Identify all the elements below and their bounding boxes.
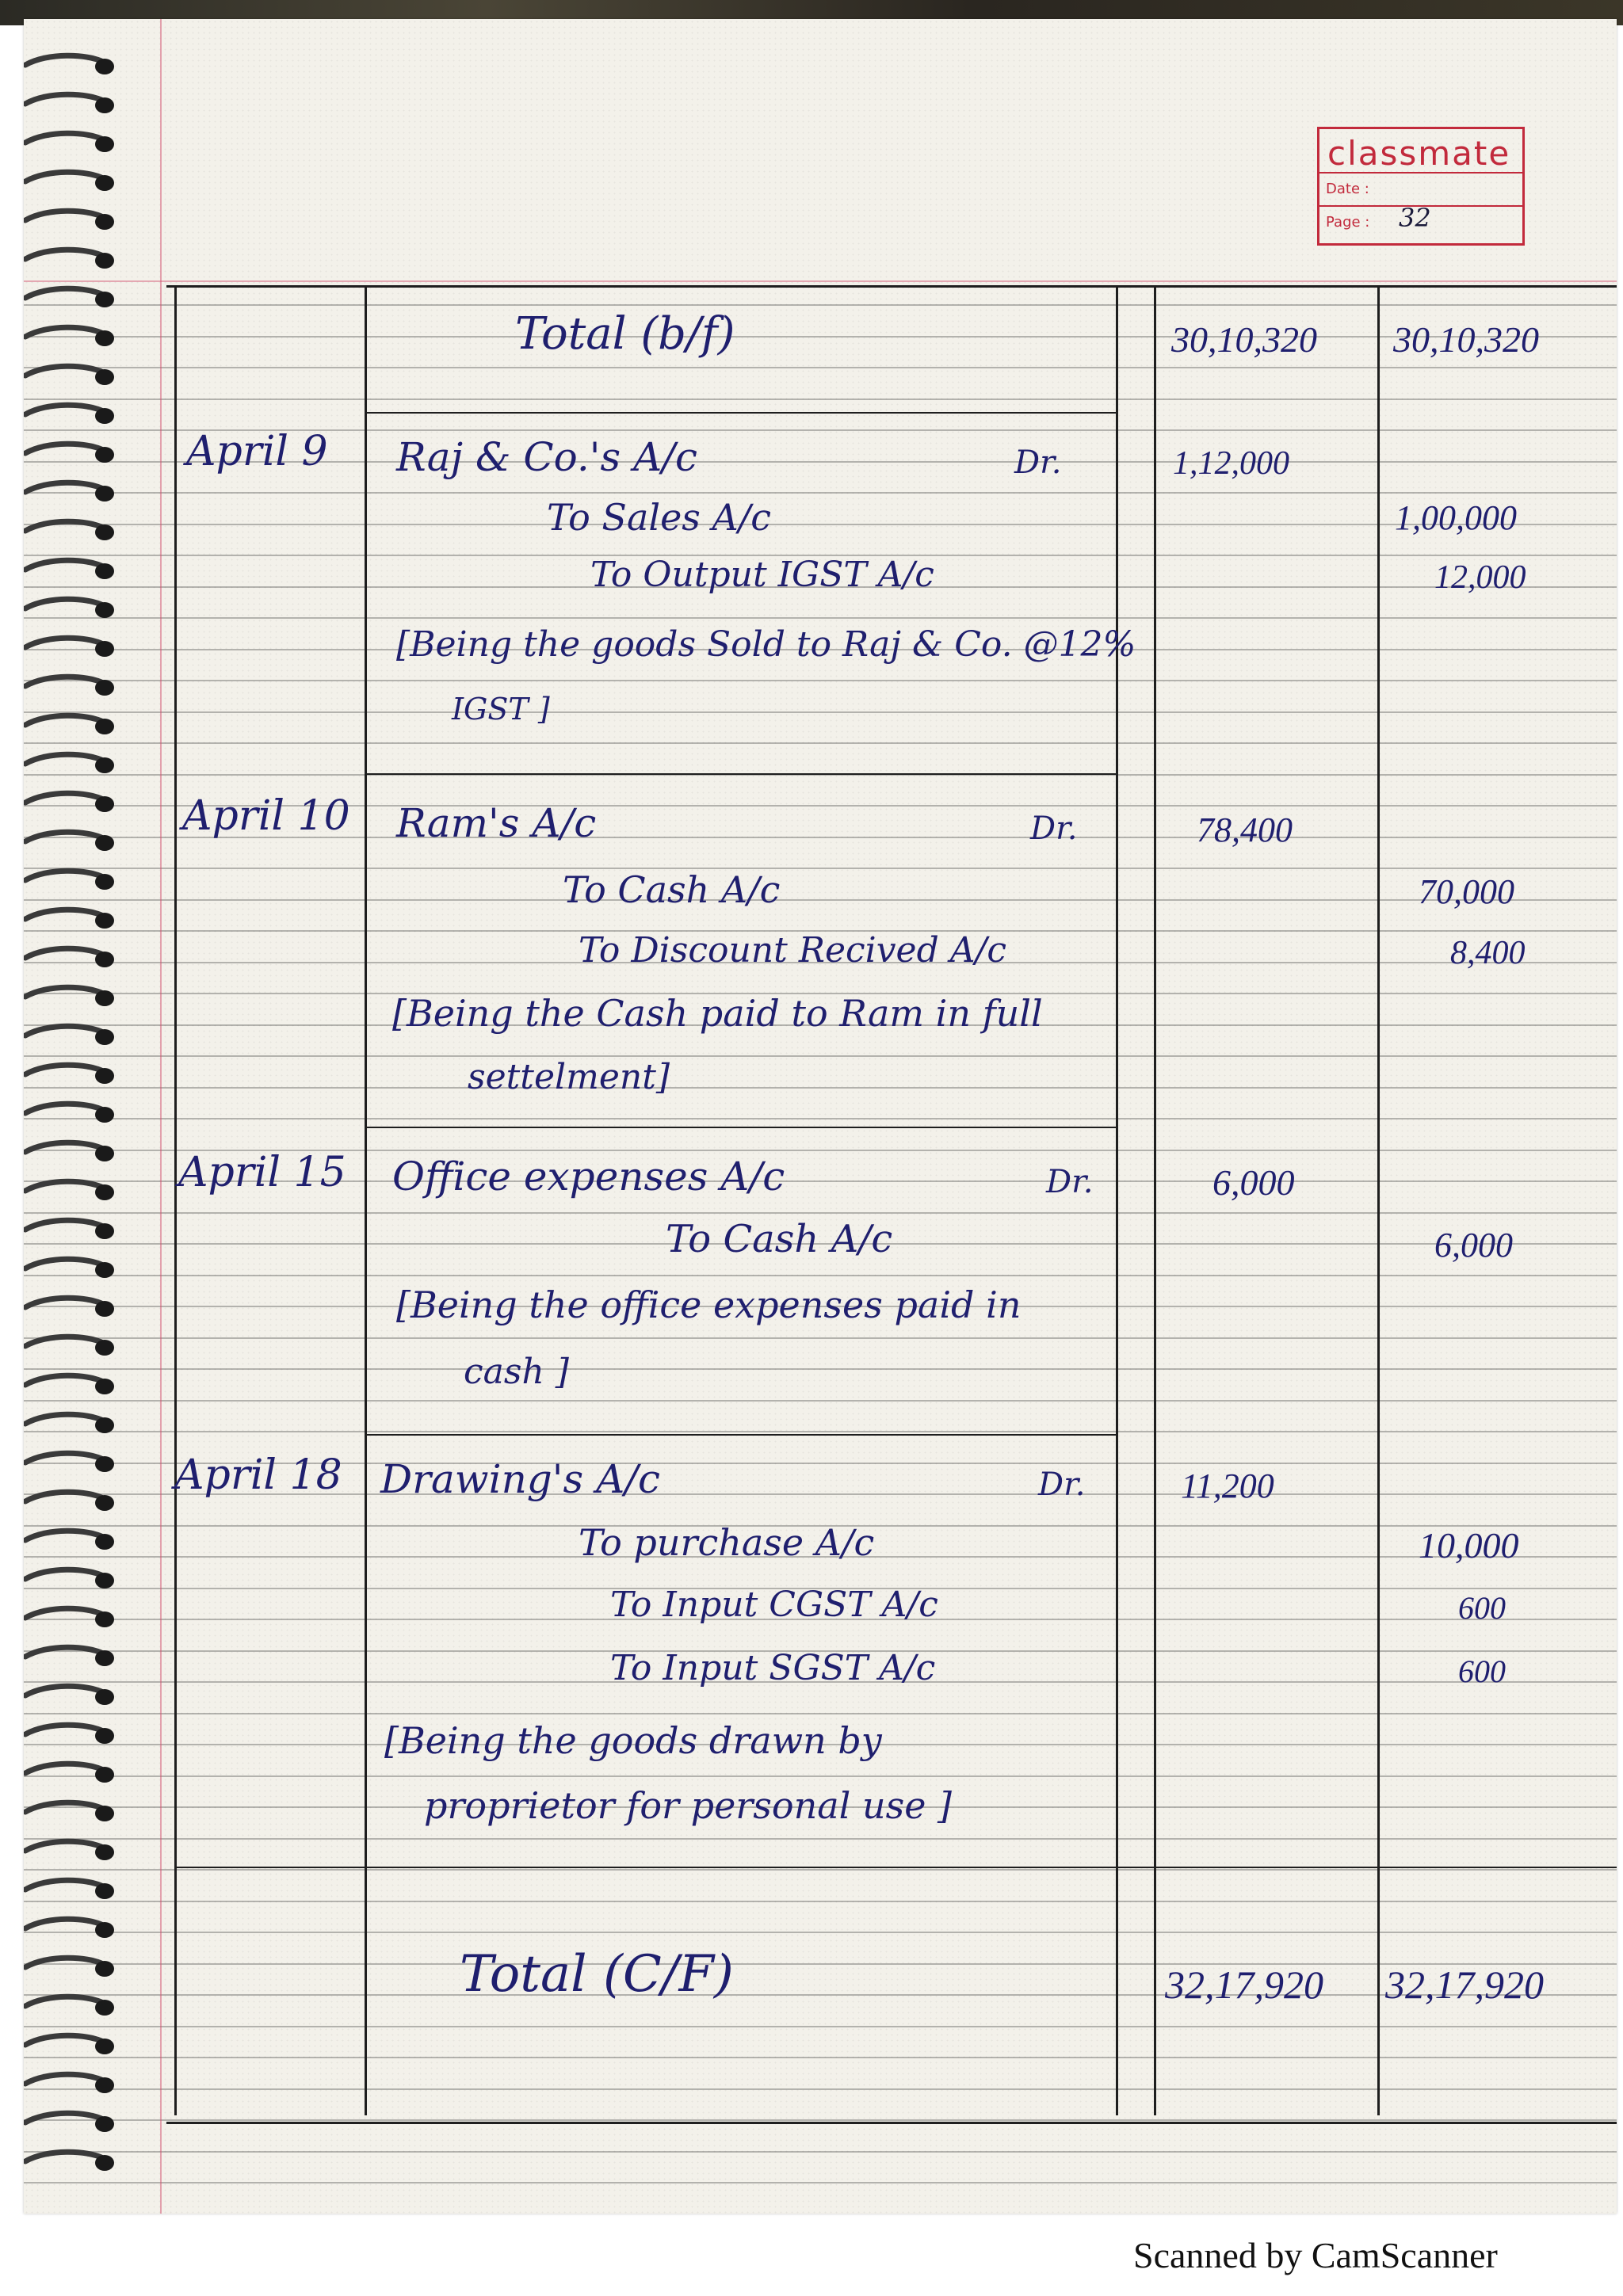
credit-account: To Sales A/c [547, 496, 772, 539]
debit-account: Raj & Co.'s A/c [396, 434, 698, 480]
spiral-coil-icon [24, 711, 119, 739]
spiral-coil-icon [24, 1138, 119, 1166]
narration-line: cash ] [464, 1352, 569, 1392]
spiral-coil-icon [24, 1681, 119, 1710]
spiral-coil-icon [24, 1293, 119, 1322]
total-cf-label: Total (C/F) [460, 1945, 734, 2004]
spiral-coil-icon [24, 322, 119, 351]
spiral-coil-icon [24, 633, 119, 662]
entry-date: April 9 [186, 428, 328, 475]
credit-amount: 600 [1458, 1653, 1506, 1689]
total-bf-debit: 30,10,320 [1171, 319, 1317, 360]
credit-column-border [1377, 285, 1380, 2115]
spiral-coil-icon [24, 1487, 119, 1516]
spiral-coil-icon [24, 2069, 119, 2098]
spiral-coil-icon [24, 1526, 119, 1554]
notebook-page [24, 19, 1617, 2214]
credit-amount: 1,00,000 [1395, 498, 1517, 537]
spiral-coil-icon [24, 866, 119, 894]
row-separator [365, 412, 1117, 414]
credit-amount: 6,000 [1434, 1226, 1513, 1264]
narration-line: settelment] [468, 1057, 670, 1097]
credit-amount: 12,000 [1434, 559, 1526, 596]
entry-date: April 18 [174, 1451, 342, 1499]
spiral-coil-icon [24, 1177, 119, 1205]
spiral-coil-icon [24, 2108, 119, 2137]
spiral-coil-icon [24, 245, 119, 273]
narration-line: [Being the goods Sold to Raj & Co. @12% [396, 624, 1136, 665]
credit-account: To Input CGST A/c [610, 1585, 938, 1625]
left-margin-line [160, 19, 162, 2214]
page-label: Page : [1326, 214, 1370, 231]
dr-marker: Dr. [1030, 810, 1078, 847]
spiral-coil-icon [24, 284, 119, 312]
spiral-coil-icon [24, 206, 119, 235]
spiral-coil-icon [24, 1215, 119, 1244]
debit-amount: 11,200 [1181, 1466, 1274, 1505]
narration-line: IGST ] [452, 692, 550, 727]
spiral-coil-icon [24, 1099, 119, 1127]
credit-amount: 8,400 [1450, 935, 1526, 971]
row-separator [365, 1434, 1117, 1436]
particulars-column-border [365, 285, 367, 2115]
spiral-coil-icon [24, 2147, 119, 2176]
brand-logo: classmate [1319, 129, 1522, 174]
ruled-line [24, 2182, 1617, 2183]
table-top-border [166, 285, 1617, 288]
classmate-logo-box [1317, 127, 1525, 246]
dr-marker: Dr. [1046, 1164, 1094, 1200]
row-separator [365, 773, 1117, 775]
debit-amount: 6,000 [1212, 1162, 1295, 1203]
spiral-coil-icon [24, 1642, 119, 1671]
debit-account: Office expenses A/c [392, 1154, 785, 1199]
spiral-coil-icon [24, 517, 119, 545]
spiral-coil-icon [24, 788, 119, 817]
spiral-coil-icon [24, 1604, 119, 1632]
spiral-coil-icon [24, 1836, 119, 1865]
spiral-coil-icon [24, 1565, 119, 1593]
spiral-coil-icon [24, 827, 119, 856]
credit-account: To Cash A/c [563, 868, 781, 911]
credit-amount: 600 [1458, 1590, 1506, 1626]
spiral-coil-icon [24, 1875, 119, 1904]
debit-amount: 1,12,000 [1173, 445, 1289, 482]
page-number: 32 [1399, 203, 1431, 233]
spiral-coil-icon [24, 1914, 119, 1943]
spiral-coil-icon [24, 982, 119, 1011]
debit-account: Ram's A/c [396, 800, 597, 846]
spiral-coil-icon [24, 1992, 119, 2020]
entry-date: April 15 [178, 1149, 346, 1196]
spiral-coil-icon [24, 51, 119, 79]
ruled-line [24, 2119, 1617, 2121]
credit-account: To purchase A/c [579, 1521, 875, 1564]
spiral-coil-icon [24, 400, 119, 429]
spiral-coil-icon [24, 1798, 119, 1826]
spiral-coil-icon [24, 944, 119, 972]
spiral-coil-icon [24, 1448, 119, 1477]
date-label: Date : [1326, 181, 1369, 197]
date-column-border [174, 285, 177, 2115]
spiral-coil-icon [24, 361, 119, 390]
spiral-coil-icon [24, 439, 119, 467]
spiral-coil-icon [24, 594, 119, 623]
spiral-coil-icon [24, 90, 119, 118]
spiral-coil-icon [24, 478, 119, 506]
debit-amount: 78,400 [1197, 810, 1293, 849]
debit-column-border [1154, 285, 1156, 2115]
spiral-coil-icon [24, 905, 119, 933]
row-separator [174, 1867, 1617, 1868]
entry-date: April 10 [182, 792, 350, 840]
total-bf-credit: 30,10,320 [1393, 319, 1539, 360]
spiral-coil-icon [24, 167, 119, 196]
spiral-coil-icon [24, 1953, 119, 1981]
spiral-coil-icon [24, 672, 119, 700]
row-separator [365, 1127, 1117, 1128]
spiral-coil-icon [24, 1021, 119, 1050]
credit-account: To Output IGST A/c [590, 555, 934, 595]
credit-account: To Discount Recived A/c [579, 930, 1006, 971]
credit-amount: 10,000 [1419, 1525, 1519, 1566]
credit-account: To Cash A/c [666, 1217, 893, 1261]
narration-line: [Being the Cash paid to Ram in full [392, 992, 1043, 1035]
spiral-coil-icon [24, 1332, 119, 1360]
dr-marker: Dr. [1014, 444, 1062, 481]
spiral-coil-icon [24, 1720, 119, 1749]
narration-line: [Being the office expenses paid in [396, 1283, 1022, 1326]
debit-account: Drawing's A/c [380, 1456, 661, 1502]
spiral-coil-icon [24, 1759, 119, 1787]
narration-line: proprietor for personal use ] [424, 1784, 952, 1827]
spiral-coil-icon [24, 2031, 119, 2059]
spiral-coil-icon [24, 1060, 119, 1089]
credit-account: To Input SGST A/c [610, 1648, 936, 1688]
spiral-binding [24, 51, 127, 2190]
total-cf-credit: 32,17,920 [1385, 1962, 1544, 2007]
spiral-coil-icon [24, 1371, 119, 1399]
top-margin-line [24, 280, 1617, 282]
spiral-coil-icon [24, 749, 119, 778]
credit-amount: 70,000 [1419, 872, 1514, 911]
page-field [1319, 203, 1522, 238]
scanner-watermark: Scanned by CamScanner [1133, 2235, 1498, 2275]
total-bf-label: Total (b/f) [515, 308, 735, 360]
table-bottom-border [166, 2122, 1617, 2124]
spiral-coil-icon [24, 1409, 119, 1438]
spiral-coil-icon [24, 1254, 119, 1283]
narration-line: [Being the goods drawn by [384, 1719, 882, 1762]
lf-column-border [1116, 285, 1118, 2115]
total-cf-debit: 32,17,920 [1165, 1962, 1323, 2007]
spiral-coil-icon [24, 128, 119, 157]
dr-marker: Dr. [1038, 1466, 1086, 1503]
ruled-line [24, 2151, 1617, 2153]
spiral-coil-icon [24, 555, 119, 584]
